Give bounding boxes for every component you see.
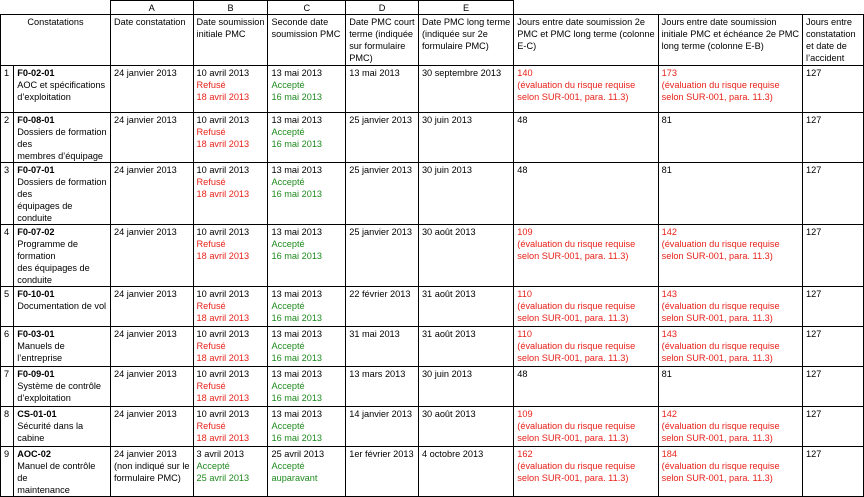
finding-cell	[14, 225, 111, 287]
seconde-date-cell: 13 mai 2013 Accepté 16 mai 2013	[268, 367, 346, 407]
jours-ec-cell: 140 (évaluation du risque requise selon SUR-001, para. 11.3)	[514, 66, 658, 113]
finding-title: AOC et spécifications	[17, 80, 106, 90]
date-soumission-cell: 10 avril 2013 Refusé 18 avril 2013	[193, 407, 268, 447]
pmc-court-cell: 1er février 2013	[346, 447, 419, 497]
finding-title: Manuel de contrôle de	[17, 461, 96, 483]
header-jours-accident: Jours entre constatation et date de l’accident	[803, 15, 864, 66]
pmc-court-cell: 31 mai 2013	[346, 327, 419, 367]
date-soumission-cell: 3 avril 2013 Accepté 25 avril 2013	[193, 447, 268, 497]
column-letter-e: E	[418, 1, 513, 15]
finding-code: F0-10-01	[17, 289, 55, 299]
header-constatations: Constatations	[1, 15, 111, 66]
finding-code: CS-01-01	[17, 409, 57, 419]
date-soumission-cell: 10 avril 2013 Refusé 18 avril 2013	[193, 113, 268, 163]
jours-ec-cell: 109 (évaluation du risque requise selon SUR-001, para. 11.3)	[514, 225, 658, 287]
date-constatation-cell: 24 janvier 2013	[110, 163, 193, 225]
finding-cell	[14, 327, 111, 367]
table-row	[1, 367, 864, 407]
finding-title: Manuels de l’entreprise	[17, 341, 65, 363]
jours-ec-cell: 109 (évaluation du risque requise selon SUR-001, para. 11.3)	[514, 407, 658, 447]
header-seconde-date: Seconde date soumission PMC	[268, 15, 346, 66]
row-number: 6	[1, 327, 14, 367]
jours-ec-cell: 48	[514, 163, 658, 225]
jours-eb-cell: 81	[658, 113, 802, 163]
pmc-long-cell: 30 août 2013	[418, 407, 513, 447]
column-letter-b: B	[193, 1, 268, 15]
finding-code: F0-08-01	[17, 115, 55, 125]
pmc-court-cell: 25 janvier 2013	[346, 225, 419, 287]
row-number: 3	[1, 163, 14, 225]
row-number: 1	[1, 66, 14, 113]
jours-accident-cell: 127	[803, 447, 864, 497]
jours-ec-cell: 48	[514, 113, 658, 163]
jours-eb-cell: 142 (évaluation du risque requise selon SUR-001, para. 11.3)	[658, 407, 802, 447]
finding-code: F0-09-01	[17, 369, 55, 379]
finding-title: d’exploitation	[17, 92, 71, 102]
finding-title: équipages de conduite	[17, 201, 73, 223]
jours-eb-cell: 184 (évaluation du risque requise selon SUR-001, para. 11.3)	[658, 447, 802, 497]
seconde-date-cell: 13 mai 2013 Accepté 16 mai 2013	[268, 327, 346, 367]
header-date-soumission: Date soumission initiale PMC	[193, 15, 268, 66]
pmc-long-cell: 31 août 2013	[418, 327, 513, 367]
jours-accident-cell: 127	[803, 66, 864, 113]
pmc-long-cell: 4 octobre 2013	[418, 447, 513, 497]
header-row	[1, 15, 864, 66]
pmc-court-cell: 22 février 2013	[346, 287, 419, 327]
column-letter-d: D	[346, 1, 419, 15]
table-row	[1, 447, 864, 497]
finding-cell	[14, 66, 111, 113]
jours-ec-cell: 110 (évaluation du risque requise selon SUR-001, para. 11.3)	[514, 327, 658, 367]
jours-ec-cell: 48	[514, 367, 658, 407]
header-jours-eb: Jours entre date soumission initiale PMC et échéance 2e PMC long terme (colonne E-B)	[658, 15, 802, 66]
table-row	[1, 287, 864, 327]
jours-accident-cell: 127	[803, 113, 864, 163]
jours-ec-cell: 162 (évaluation du risque requise selon SUR-001, para. 11.3)	[514, 447, 658, 497]
jours-eb-cell: 81	[658, 367, 802, 407]
table-row	[1, 225, 864, 287]
finding-title: Dossiers de formation des	[17, 127, 107, 149]
date-soumission-cell: 10 avril 2013 Refusé 18 avril 2013	[193, 327, 268, 367]
finding-title: Système de contrôle	[17, 381, 101, 391]
pmc-long-cell: 30 juin 2013	[418, 367, 513, 407]
finding-title: Documentation de vol	[17, 301, 107, 311]
date-constatation-cell: 24 janvier 2013 (non indiqué sur le formulaire PMC)	[110, 447, 193, 497]
finding-title: Programme de formation	[17, 239, 78, 261]
jours-ec-cell: 110 (évaluation du risque requise selon SUR-001, para. 11.3)	[514, 287, 658, 327]
row-number: 4	[1, 225, 14, 287]
finding-cell	[14, 447, 111, 497]
jours-accident-cell: 127	[803, 367, 864, 407]
row-number: 2	[1, 113, 14, 163]
column-letter-a: A	[110, 1, 193, 15]
table-row	[1, 66, 864, 113]
row-number: 9	[1, 447, 14, 497]
date-constatation-cell: 24 janvier 2013	[110, 113, 193, 163]
table-row	[1, 327, 864, 367]
letter-row	[1, 1, 864, 15]
row-number: 5	[1, 287, 14, 327]
date-constatation-cell: 24 janvier 2013	[110, 407, 193, 447]
pmc-long-cell: 30 juin 2013	[418, 113, 513, 163]
date-constatation-cell: 24 janvier 2013	[110, 287, 193, 327]
finding-title: membres d’équipage	[17, 151, 104, 161]
date-constatation-cell: 24 janvier 2013	[110, 66, 193, 113]
table-row	[1, 163, 864, 225]
finding-title: des équipages de conduite	[17, 263, 90, 285]
finding-title: maintenance	[17, 485, 70, 495]
finding-cell	[14, 287, 111, 327]
seconde-date-cell: 13 mai 2013 Accepté 16 mai 2013	[268, 407, 346, 447]
header-pmc-court: Date PMC court terme (indiquée sur formulaire PMC)	[346, 15, 419, 66]
date-soumission-cell: 10 avril 2013 Refusé 18 avril 2013	[193, 163, 268, 225]
jours-eb-cell: 81	[658, 163, 802, 225]
finding-title: Dossiers de formation des	[17, 177, 107, 199]
row-number: 7	[1, 367, 14, 407]
finding-code: AOC-02	[17, 449, 51, 459]
pmc-long-cell: 30 août 2013	[418, 225, 513, 287]
pmc-court-cell: 25 janvier 2013	[346, 163, 419, 225]
pmc-court-cell: 25 janvier 2013	[346, 113, 419, 163]
date-soumission-cell: 10 avril 2013 Refusé 18 avril 2013	[193, 367, 268, 407]
date-constatation-cell: 24 janvier 2013	[110, 225, 193, 287]
jours-accident-cell: 127	[803, 163, 864, 225]
finding-code: F0-07-02	[17, 227, 55, 237]
jours-accident-cell: 127	[803, 287, 864, 327]
finding-code: F0-02-01	[17, 68, 55, 78]
finding-cell	[14, 407, 111, 447]
seconde-date-cell: 25 avril 2013 Accepté auparavant	[268, 447, 346, 497]
jours-eb-cell: 143 (évaluation du risque requise selon SUR-001, para. 11.3)	[658, 327, 802, 367]
finding-code: F0-03-01	[17, 329, 55, 339]
table-row	[1, 407, 864, 447]
date-soumission-cell: 10 avril 2013 Refusé 18 avril 2013	[193, 287, 268, 327]
finding-code: F0-07-01	[17, 165, 55, 175]
column-letter-c: C	[268, 1, 346, 15]
date-soumission-cell: 10 avril 2013 Refusé 18 avril 2013	[193, 225, 268, 287]
header-pmc-long: Date PMC long terme (indiquée sur 2e formulaire PMC)	[418, 15, 513, 66]
finding-title: Sécurité dans la cabine	[17, 421, 84, 443]
jours-accident-cell: 127	[803, 327, 864, 367]
pmc-long-cell: 30 septembre 2013	[418, 66, 513, 113]
finding-cell	[14, 367, 111, 407]
jours-eb-cell: 173 (évaluation du risque requise selon SUR-001, para. 11.3)	[658, 66, 802, 113]
jours-eb-cell: 142 (évaluation du risque requise selon SUR-001, para. 11.3)	[658, 225, 802, 287]
seconde-date-cell: 13 mai 2013 Accepté 16 mai 2013	[268, 113, 346, 163]
finding-cell	[14, 113, 111, 163]
date-constatation-cell: 24 janvier 2013	[110, 367, 193, 407]
pmc-long-cell: 31 août 2013	[418, 287, 513, 327]
header-jours-ec: Jours entre date soumission 2e PMC et PMC long terme (colonne E-C)	[514, 15, 658, 66]
seconde-date-cell: 13 mai 2013 Accepté 16 mai 2013	[268, 225, 346, 287]
seconde-date-cell: 13 mai 2013 Accepté 16 mai 2013	[268, 66, 346, 113]
seconde-date-cell: 13 mai 2013 Accepté 16 mai 2013	[268, 163, 346, 225]
pmc-court-cell: 13 mars 2013	[346, 367, 419, 407]
date-soumission-cell: 10 avril 2013 Refusé 18 avril 2013	[193, 66, 268, 113]
seconde-date-cell: 13 mai 2013 Accepté 16 mai 2013	[268, 287, 346, 327]
jours-accident-cell: 127	[803, 225, 864, 287]
row-number: 8	[1, 407, 14, 447]
pmc-court-cell: 14 janvier 2013	[346, 407, 419, 447]
jours-eb-cell: 143 (évaluation du risque requise selon SUR-001, para. 11.3)	[658, 287, 802, 327]
finding-title: d’exploitation	[17, 393, 71, 403]
header-date-constatation: Date constatation	[110, 15, 193, 66]
finding-cell	[14, 163, 111, 225]
pmc-long-cell: 30 juin 2013	[418, 163, 513, 225]
table-row	[1, 113, 864, 163]
pmc-court-cell: 13 mai 2013	[346, 66, 419, 113]
jours-accident-cell: 127	[803, 407, 864, 447]
date-constatation-cell: 24 janvier 2013	[110, 327, 193, 367]
